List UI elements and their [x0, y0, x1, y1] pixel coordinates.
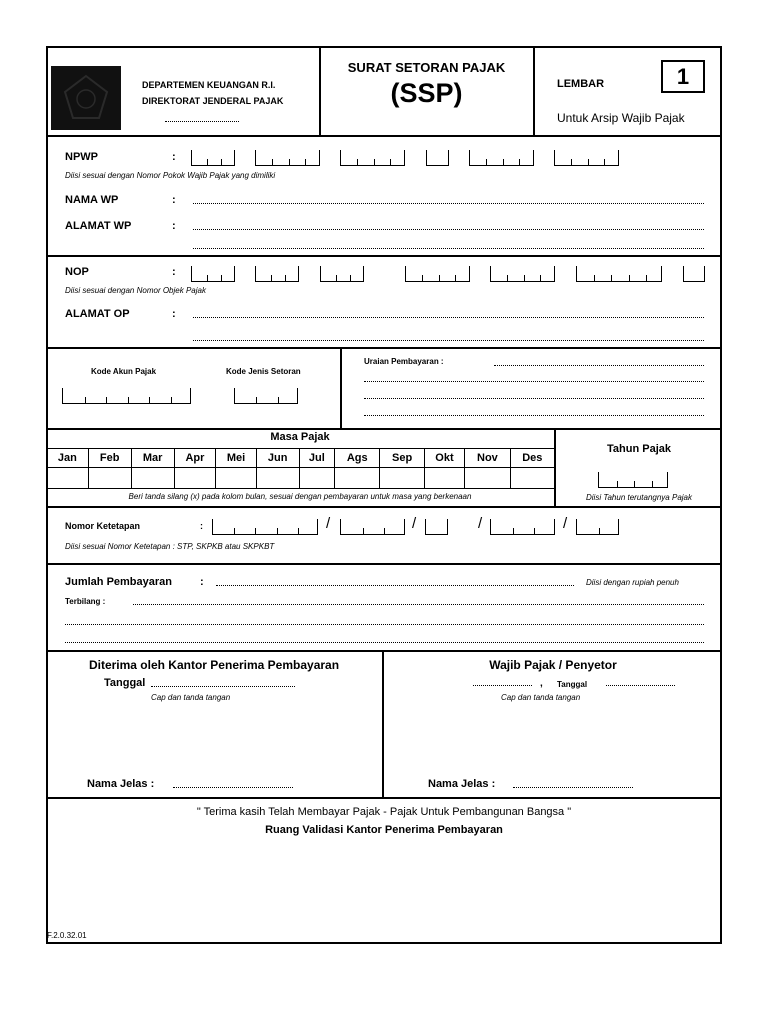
nop-digit-group[interactable]	[405, 266, 470, 282]
digit-divider	[540, 275, 541, 281]
digit-divider	[519, 159, 520, 165]
amount-colon: :	[200, 576, 204, 588]
npwp-label: NPWP	[65, 151, 98, 163]
emblem-icon	[51, 66, 121, 130]
digit-divider	[384, 528, 385, 534]
org-line1: DEPARTEMEN KEUANGAN R.I.	[142, 80, 276, 90]
lembar-desc: Untuk Arsip Wajib Pajak	[557, 111, 685, 125]
digit-divider	[106, 397, 107, 403]
lembar-label: LEMBAR	[557, 78, 605, 90]
divider	[46, 135, 722, 137]
words-field-line3[interactable]	[65, 642, 704, 643]
jenis-label: Kode Jenis Setoran	[226, 367, 301, 376]
digit-divider	[617, 481, 618, 487]
address-field[interactable]	[193, 229, 704, 230]
month-nov: Nov	[465, 449, 511, 468]
payer-name-label: Nama Jelas :	[428, 778, 496, 790]
ketetapan-separator: /	[478, 515, 483, 532]
jenis-digit-group[interactable]	[234, 388, 298, 404]
tahun-note: Diisi Tahun terutangnya Pajak	[586, 493, 692, 502]
divider	[382, 650, 384, 798]
digit-divider	[207, 159, 208, 165]
ketetapan-digit-group[interactable]	[425, 519, 448, 535]
digit-divider	[422, 275, 423, 281]
month-checkbox-sep[interactable]	[380, 468, 424, 489]
nop-digit-group[interactable]	[320, 266, 364, 282]
uraian-field-line4[interactable]	[364, 415, 704, 416]
month-sep: Sep	[380, 449, 424, 468]
name-label: NAMA WP	[65, 194, 119, 206]
form-abbrev: (SSP)	[390, 78, 463, 108]
divider	[46, 650, 722, 652]
month-ags: Ags	[334, 449, 380, 468]
payer-name-field[interactable]	[513, 787, 633, 788]
month-mei: Mei	[216, 449, 256, 468]
month-okt: Okt	[424, 449, 464, 468]
lembar-number: 1	[661, 60, 705, 93]
ketetapan-separator: /	[412, 515, 417, 532]
ketetapan-note: Diisi sesuai Nomor Ketetapan : STP, SKPKB atau SKPKBT	[65, 542, 275, 551]
npwp-digit-group[interactable]	[554, 150, 619, 166]
digit-divider	[455, 275, 456, 281]
op-address-label: ALAMAT OP	[65, 308, 130, 320]
npwp-digit-group[interactable]	[469, 150, 534, 166]
digit-divider	[534, 528, 535, 534]
months-table	[46, 448, 555, 489]
digit-divider	[234, 528, 235, 534]
month-checkbox-feb[interactable]	[88, 468, 131, 489]
digit-divider	[390, 159, 391, 165]
npwp-digit-group[interactable]	[426, 150, 449, 166]
op-address-colon: :	[172, 308, 176, 320]
digit-divider	[207, 275, 208, 281]
digit-divider	[85, 397, 86, 403]
receiver-date-label: Tanggal	[104, 677, 146, 689]
digit-divider	[285, 275, 286, 281]
month-checkbox-jul[interactable]	[299, 468, 334, 489]
ministry-logo	[51, 66, 121, 130]
digit-divider	[271, 275, 272, 281]
op-address-field[interactable]	[193, 317, 704, 318]
name-colon: :	[172, 194, 176, 206]
payer-date-field[interactable]	[606, 685, 675, 686]
words-label: Terbilang :	[65, 597, 106, 606]
thanks-quote: " Terima kasih Telah Membayar Pajak - Pajak Untuk Pembangunan Bangsa "	[196, 806, 572, 818]
digit-divider	[629, 275, 630, 281]
npwp-digit-group[interactable]	[340, 150, 405, 166]
address-colon: :	[172, 220, 176, 232]
nop-colon: :	[172, 266, 176, 278]
digit-divider	[305, 159, 306, 165]
digit-divider	[128, 397, 129, 403]
digit-divider	[277, 528, 278, 534]
office-field[interactable]	[165, 121, 239, 122]
month-des: Des	[510, 449, 554, 468]
divider	[533, 46, 535, 136]
validation-label: Ruang Validasi Kantor Penerima Pembayaran	[265, 824, 503, 836]
amount-note: Diisi dengan rupiah penuh	[586, 578, 679, 587]
digit-divider	[611, 275, 612, 281]
nop-digit-group[interactable]	[683, 266, 705, 282]
ketetapan-separator: /	[563, 515, 568, 532]
payer-comma: ,	[540, 678, 543, 689]
npwp-digit-group[interactable]	[191, 150, 235, 166]
nop-digit-group[interactable]	[191, 266, 235, 282]
month-checkbox-mar[interactable]	[131, 468, 174, 489]
address-field-line2[interactable]	[193, 248, 704, 249]
divider	[46, 797, 722, 799]
ketetapan-colon: :	[200, 521, 203, 531]
ketetapan-digit-group[interactable]	[340, 519, 405, 535]
digit-divider	[524, 275, 525, 281]
digit-divider	[652, 481, 653, 487]
digit-divider	[507, 275, 508, 281]
payer-title: Wajib Pajak / Penyetor	[489, 658, 617, 672]
ketetapan-label: Nomor Ketetapan	[65, 521, 141, 531]
tahun-digit-group[interactable]	[598, 472, 668, 488]
npwp-digit-group[interactable]	[255, 150, 320, 166]
month-jun: Jun	[256, 449, 299, 468]
name-field[interactable]	[193, 203, 704, 204]
digit-divider	[336, 275, 337, 281]
nop-digit-group[interactable]	[255, 266, 299, 282]
month-checkbox-des[interactable]	[510, 468, 554, 489]
digit-divider	[646, 275, 647, 281]
address-label: ALAMAT WP	[65, 220, 132, 232]
uraian-field[interactable]	[494, 365, 704, 366]
digit-divider	[604, 159, 605, 165]
nop-note: Diisi sesuai dengan Nomor Objek Pajak	[65, 286, 206, 295]
divider	[46, 347, 722, 349]
divider	[340, 347, 342, 429]
digit-divider	[350, 275, 351, 281]
amount-label: Jumlah Pembayaran	[65, 576, 172, 588]
npwp-colon: :	[172, 151, 176, 163]
digit-divider	[278, 397, 279, 403]
payer-date-label: Tanggal	[557, 680, 588, 689]
receiver-stamp-note: Cap dan tanda tangan	[151, 693, 231, 702]
digit-divider	[513, 528, 514, 534]
nop-label: NOP	[65, 266, 89, 278]
org-line2: DIREKTORAT JENDERAL PAJAK	[142, 96, 284, 106]
month-mar: Mar	[131, 449, 174, 468]
month-checkbox-ags[interactable]	[334, 468, 380, 489]
month-checkbox-apr[interactable]	[174, 468, 216, 489]
digit-divider	[221, 275, 222, 281]
form-title: SURAT SETORAN PAJAK	[347, 60, 506, 75]
divider	[46, 255, 722, 257]
digit-divider	[272, 159, 273, 165]
digit-divider	[571, 159, 572, 165]
payer-stamp-note: Cap dan tanda tangan	[501, 693, 581, 702]
payer-place-field[interactable]	[473, 685, 532, 686]
words-field[interactable]	[133, 604, 704, 605]
ketetapan-separator: /	[326, 515, 331, 532]
month-feb: Feb	[88, 449, 131, 468]
digit-divider	[256, 397, 257, 403]
digit-divider	[503, 159, 504, 165]
akun-label: Kode Akun Pajak	[91, 367, 157, 376]
divider	[46, 506, 722, 508]
uraian-field-line2[interactable]	[364, 381, 704, 382]
digit-divider	[439, 275, 440, 281]
words-field-line2[interactable]	[65, 624, 704, 625]
month-jan: Jan	[47, 449, 89, 468]
ketetapan-digit-group[interactable]	[212, 519, 318, 535]
digit-divider	[363, 528, 364, 534]
digit-divider	[486, 159, 487, 165]
month-checkbox-nov[interactable]	[465, 468, 511, 489]
digit-divider	[255, 528, 256, 534]
month-checkbox-jun[interactable]	[256, 468, 299, 489]
digit-divider	[634, 481, 635, 487]
month-checkbox-jan[interactable]	[47, 468, 89, 489]
receiver-name-field[interactable]	[173, 787, 293, 788]
akun-digit-group[interactable]	[62, 388, 191, 404]
masa-note: Beri tanda silang (x) pada kolom bulan, sesuai dengan pembayaran untuk masa yang berkenaan	[128, 492, 472, 501]
nop-digit-group[interactable]	[490, 266, 555, 282]
nop-digit-group[interactable]	[576, 266, 662, 282]
amount-field[interactable]	[216, 585, 574, 586]
uraian-field-line3[interactable]	[364, 398, 704, 399]
npwp-note: Diisi sesuai dengan Nomor Pokok Wajib Pajak yang dimiliki	[65, 171, 276, 180]
digit-divider	[149, 397, 150, 403]
digit-divider	[594, 275, 595, 281]
digit-divider	[289, 159, 290, 165]
digit-divider	[357, 159, 358, 165]
op-address-field-line2[interactable]	[193, 340, 704, 341]
uraian-label: Uraian Pembayaran :	[364, 357, 444, 366]
month-checkbox-mei[interactable]	[216, 468, 256, 489]
ketetapan-digit-group[interactable]	[490, 519, 555, 535]
digit-divider	[588, 159, 589, 165]
digit-divider	[171, 397, 172, 403]
receiver-name-label: Nama Jelas :	[87, 778, 155, 790]
ketetapan-digit-group[interactable]	[576, 519, 619, 535]
digit-divider	[374, 159, 375, 165]
tahun-label: Tahun Pajak	[607, 443, 671, 455]
month-jul: Jul	[299, 449, 334, 468]
masa-label: Masa Pajak	[270, 431, 330, 443]
receiver-title: Diterima oleh Kantor Penerima Pembayaran	[88, 658, 340, 672]
month-checkbox-okt[interactable]	[424, 468, 464, 489]
form-code: F.2.0.32.01	[47, 931, 87, 940]
receiver-date-field[interactable]	[151, 686, 295, 687]
divider	[46, 428, 722, 430]
divider	[46, 563, 722, 565]
digit-divider	[221, 159, 222, 165]
digit-divider	[298, 528, 299, 534]
month-apr: Apr	[174, 449, 216, 468]
digit-divider	[599, 528, 600, 534]
